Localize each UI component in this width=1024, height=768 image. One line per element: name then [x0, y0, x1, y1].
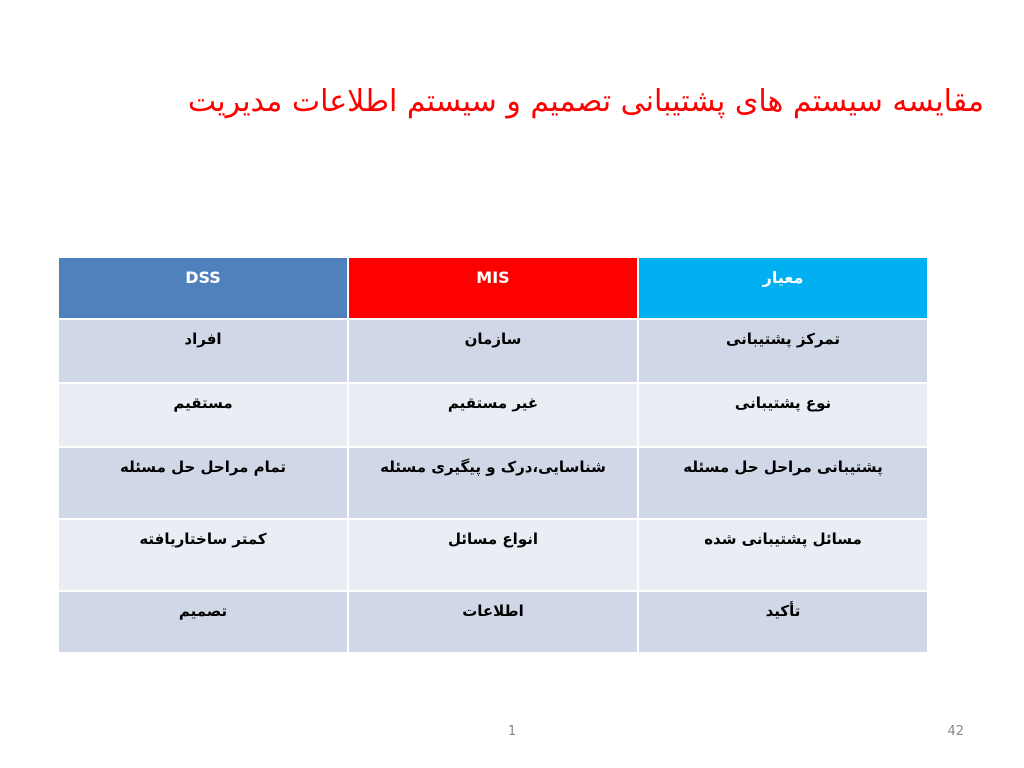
cell-mis: سازمان: [348, 319, 638, 383]
table-row: [58, 319, 928, 383]
cell-criterion: نوع پشتیبانی: [638, 383, 928, 447]
table-row: [58, 591, 928, 653]
page-number-center: 1: [507, 724, 517, 739]
table-row: [58, 383, 928, 447]
cell-dss: افراد: [58, 319, 348, 383]
cell-mis: غیر مستقیم: [348, 383, 638, 447]
cell-mis: اطلاعات: [348, 591, 638, 653]
header-criterion: معیار: [638, 257, 928, 319]
cell-dss: تصمیم: [58, 591, 348, 653]
cell-criterion: تأکید: [638, 591, 928, 653]
cell-dss: کمتر ساختاریافته: [58, 519, 348, 591]
cell-criterion: تمرکز پشتیبانی: [638, 319, 928, 383]
cell-mis: انواع مسائل: [348, 519, 638, 591]
cell-dss: تمام مراحل حل مسئله: [58, 447, 348, 519]
header-mis: MIS: [348, 257, 638, 319]
slide-number: 42: [947, 724, 964, 739]
table-header-row: [58, 257, 928, 319]
comparison-table: [57, 256, 929, 654]
header-dss: DSS: [58, 257, 348, 319]
cell-criterion: مسائل پشتیبانی شده: [638, 519, 928, 591]
cell-mis: شناسایی،درک و پیگیری مسئله: [348, 447, 638, 519]
cell-dss: مستقیم: [58, 383, 348, 447]
cell-criterion: پشتیبانی مراحل حل مسئله: [638, 447, 928, 519]
slide-title: مقایسه سیستم های پشتیبانی تصمیم و سیستم اطلاعات مدیریت: [187, 84, 984, 119]
table-row: [58, 447, 928, 519]
table-row: [58, 519, 928, 591]
